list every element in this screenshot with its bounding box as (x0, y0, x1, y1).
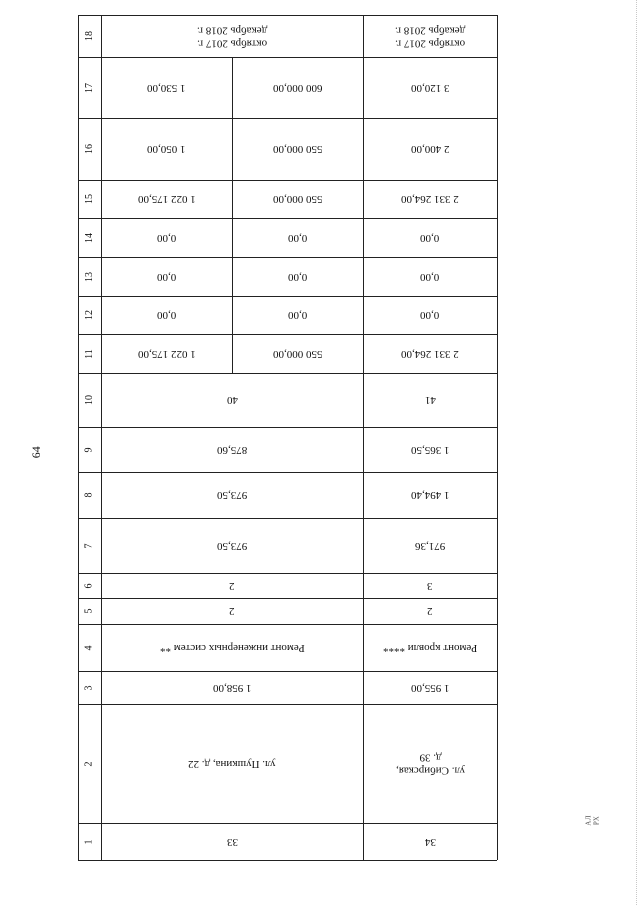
row-34-col-16-text: 2 400,00 (410, 143, 450, 156)
row-33-col-3-text: 1 958,00 (212, 682, 252, 695)
column-number-10: 10 (83, 395, 95, 405)
row-34-col-1-text: 34 (424, 836, 436, 849)
row-33-col-14-b (232, 218, 363, 257)
row-33-col-8-text: 973,50 (216, 489, 248, 502)
row-33-col-11-b (232, 334, 363, 373)
row-34-col-7 (363, 518, 497, 573)
row-33-col-17-b (232, 57, 363, 118)
row-34-col-10 (363, 373, 497, 427)
row-33-col-18 (101, 15, 363, 57)
column-number-17: 17 (83, 82, 95, 93)
row-33-col-17-a-text: 1 530,00 (147, 82, 186, 95)
column-number-16: 16 (83, 144, 95, 154)
row-33-col-9-text: 875,60 (216, 444, 248, 457)
row-33-col-13-a (101, 257, 232, 296)
row-33-col-15-a (101, 180, 232, 218)
row-33-col-7 (101, 518, 363, 573)
row-33-col-14-a (101, 218, 232, 257)
row-33-col-2-text: ул. Пушкина, д. 22 (188, 758, 276, 771)
column-number-4: 4 (83, 645, 95, 650)
row-34-col-17 (363, 57, 497, 118)
row-33-col-14-b-text: 0,00 (287, 232, 308, 245)
row-33-col-4 (101, 624, 363, 671)
row-34-col-11-text: 2 331 264,00 (401, 348, 459, 361)
row-33-col-2 (101, 704, 363, 823)
row-33-col-17-a (101, 57, 232, 118)
row-33-col-4-text: Ремонт инженерных систем ** (159, 642, 305, 655)
row-34-col-8-text: 1 494,40 (410, 489, 450, 502)
row-34-col-16 (363, 118, 497, 180)
row-34-col-6 (363, 573, 497, 598)
table-border-right (497, 15, 498, 860)
row-34-col-9 (363, 427, 497, 472)
row-34-col-4-text: Ремонт кровли **** (382, 642, 478, 655)
row-33-col-12-b (232, 296, 363, 334)
column-number-14: 14 (83, 232, 95, 243)
column-number-7: 7 (83, 543, 95, 548)
row-34-col-13-text: 0,00 (420, 271, 440, 284)
row-33-col-10 (101, 373, 363, 427)
column-number-9: 9 (83, 447, 95, 452)
row-34-col-9-text: 1 365,50 (410, 444, 450, 457)
row-34-col-17-text: 3 120,00 (410, 82, 450, 95)
row-34-col-2-text: ул. Сибирская, д. 39 (395, 751, 465, 777)
row-34-col-18-text: октябрь 2017 г. декабрь 2018 г. (394, 24, 466, 50)
row-34-col-6-text: 3 (427, 580, 433, 593)
row-34-col-10-text: 41 (424, 394, 436, 407)
column-number-5: 5 (83, 608, 95, 614)
row-33-col-13-a-text: 0,00 (156, 271, 177, 284)
column-number-15: 15 (83, 194, 95, 204)
row-33-col-11-a (101, 334, 232, 373)
row-33-col-13-b-text: 0,00 (287, 271, 308, 284)
row-34-col-7-text: 971,36 (414, 540, 446, 553)
row-33-col-15-b-text: 550 000,00 (272, 193, 323, 206)
row-34-col-8 (363, 472, 497, 518)
row-33-col-6 (101, 573, 363, 598)
row-34-col-12-text: 0,00 (420, 309, 440, 322)
row-34-col-11 (363, 334, 497, 373)
row-33-col-1-text: 33 (226, 836, 238, 849)
column-number-13: 13 (83, 271, 95, 282)
row-33-col-12-a-text: 0,00 (156, 309, 177, 322)
row-33-col-15-a-text: 1 022 175,00 (137, 193, 196, 206)
row-33-col-15-b (232, 180, 363, 218)
row-33-col-9 (101, 427, 363, 472)
column-number-8: 8 (83, 492, 95, 498)
row-34-col-15 (363, 180, 497, 218)
row-34-col-15-text: 2 331 264,00 (401, 193, 459, 206)
row-33-col-16-b (232, 118, 363, 180)
row-33-col-18-text: октябрь 2017 г. декабрь 2018 г. (196, 24, 268, 50)
row-33-col-11-b-text: 550 000,00 (272, 348, 323, 361)
column-number-18: 18 (83, 31, 95, 41)
row-34-col-5 (363, 598, 497, 624)
row-33-col-6-text: 2 (229, 580, 235, 593)
page-number: 64 (28, 445, 43, 458)
row-33-col-17-b-text: 600 000,00 (272, 82, 323, 95)
row-33-col-11-a-text: 1 022 175,00 (137, 348, 196, 361)
row-33-col-12-b-text: 0,00 (287, 309, 308, 322)
row-34-col-14-text: 0,00 (420, 232, 440, 245)
row-33-col-16-a (101, 118, 232, 180)
row-33-col-16-a-text: 1 050,00 (147, 143, 186, 156)
row-34-col-3 (363, 671, 497, 704)
scan-edge (636, 0, 637, 905)
row-34-col-14 (363, 218, 497, 257)
row-33-col-3 (101, 671, 363, 704)
column-boundary-18 (78, 860, 497, 861)
footer-code: АЛ РХ (585, 814, 601, 826)
column-number-2: 2 (83, 761, 95, 766)
row-34-col-13 (363, 257, 497, 296)
row-33-col-1 (101, 823, 363, 860)
row-34-col-1 (363, 823, 497, 860)
row-34-col-2 (363, 704, 497, 823)
row-33-col-5-text: 2 (229, 605, 235, 618)
row-33-col-7-text: 973,50 (216, 540, 248, 553)
row-33-col-8 (101, 472, 363, 518)
row-34-col-18 (363, 15, 497, 57)
row-33-col-10-text: 40 (226, 394, 238, 407)
column-number-11: 11 (83, 348, 95, 359)
row-33-col-16-b-text: 550 000,00 (272, 143, 323, 156)
row-33-col-12-a (101, 296, 232, 334)
row-33-col-14-a-text: 0,00 (156, 232, 177, 245)
column-number-3: 3 (83, 685, 95, 690)
row-34-col-5-text: 2 (427, 605, 433, 618)
column-number-6: 6 (83, 583, 95, 588)
row-34-col-4 (363, 624, 497, 671)
row-34-col-3-text: 1 955,00 (410, 682, 450, 695)
row-34-col-12 (363, 296, 497, 334)
row-33-col-13-b (232, 257, 363, 296)
column-number-12: 12 (83, 310, 95, 320)
column-number-1: 1 (83, 839, 95, 844)
row-33-col-5 (101, 598, 363, 624)
